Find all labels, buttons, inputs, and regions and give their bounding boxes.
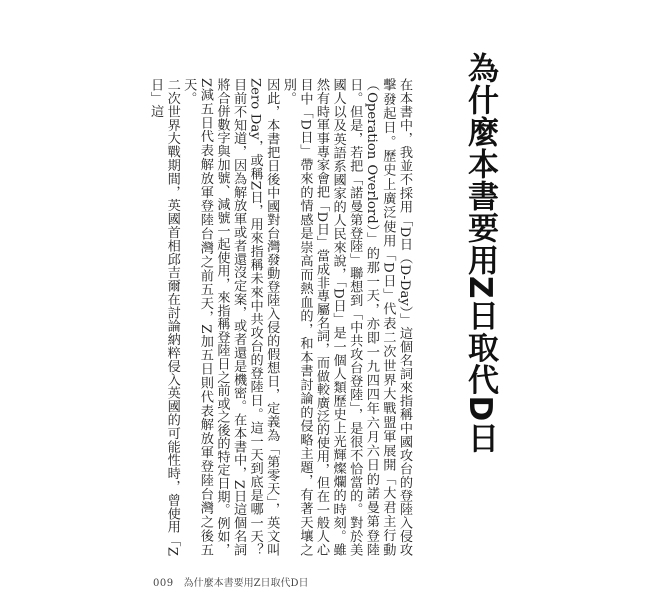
paragraph-2: 因此，本書把日後中國對台灣發動登陸入侵的假想日，定義為「第零天」，英文叫Zero Day，或稱Z日，用來指稱未來中共攻台的登陸日。這一天到底是哪一天？目前不知道，因為解放軍或者還沒定案，或者還是機密。在本書中，Z日這個名詞將合併數字與加號、減號一起使用，來指稱登陸日之前或之後的特定日期。例如，Z減五日代表解放軍登陸台灣之前五天，Z加五日則代表解放軍登陸台灣之後五天。 — [181, 78, 280, 556]
paragraph-3: 二次世界大戰期間，英國首相邱吉爾在討論納粹侵入英國的可能性時，曾使用「Z日」這 — [148, 78, 180, 556]
chapter-title: 為什麼本書要用Z日取代D日 — [462, 52, 498, 455]
running-title: 為什麼本書要用Z日取代D日 — [183, 578, 309, 589]
body-text — [147, 78, 413, 556]
page-number: 009 — [153, 578, 174, 589]
page-footer — [153, 574, 309, 589]
paragraph-1: 在本書中，我並不採用「D日（D-Day）」這個名詞來指稱中國攻台的登陸入侵攻擊發起日。歷史上廣泛使用「D日」代表二次世界大戰盟軍展開「大君主行動（Operation Overlord）」的那一天，亦即一九四四年六月六日的諾曼第登陸日。但是，若把「諾曼第登陸」聯想到「中共攻台登陸」，是很不恰當的。對於美國人以及英語系國家的人民來說，「D日」是一個人類歷史上光輝燦爛的時刻。雖然有時軍事專家會把「D日」當成非專屬名詞，而做較廣泛的使用，但在一般人心目中「D日」帶來的情感是崇高而熱血的，和本書討論的侵略主題，有著天壤之別。 — [280, 78, 412, 556]
